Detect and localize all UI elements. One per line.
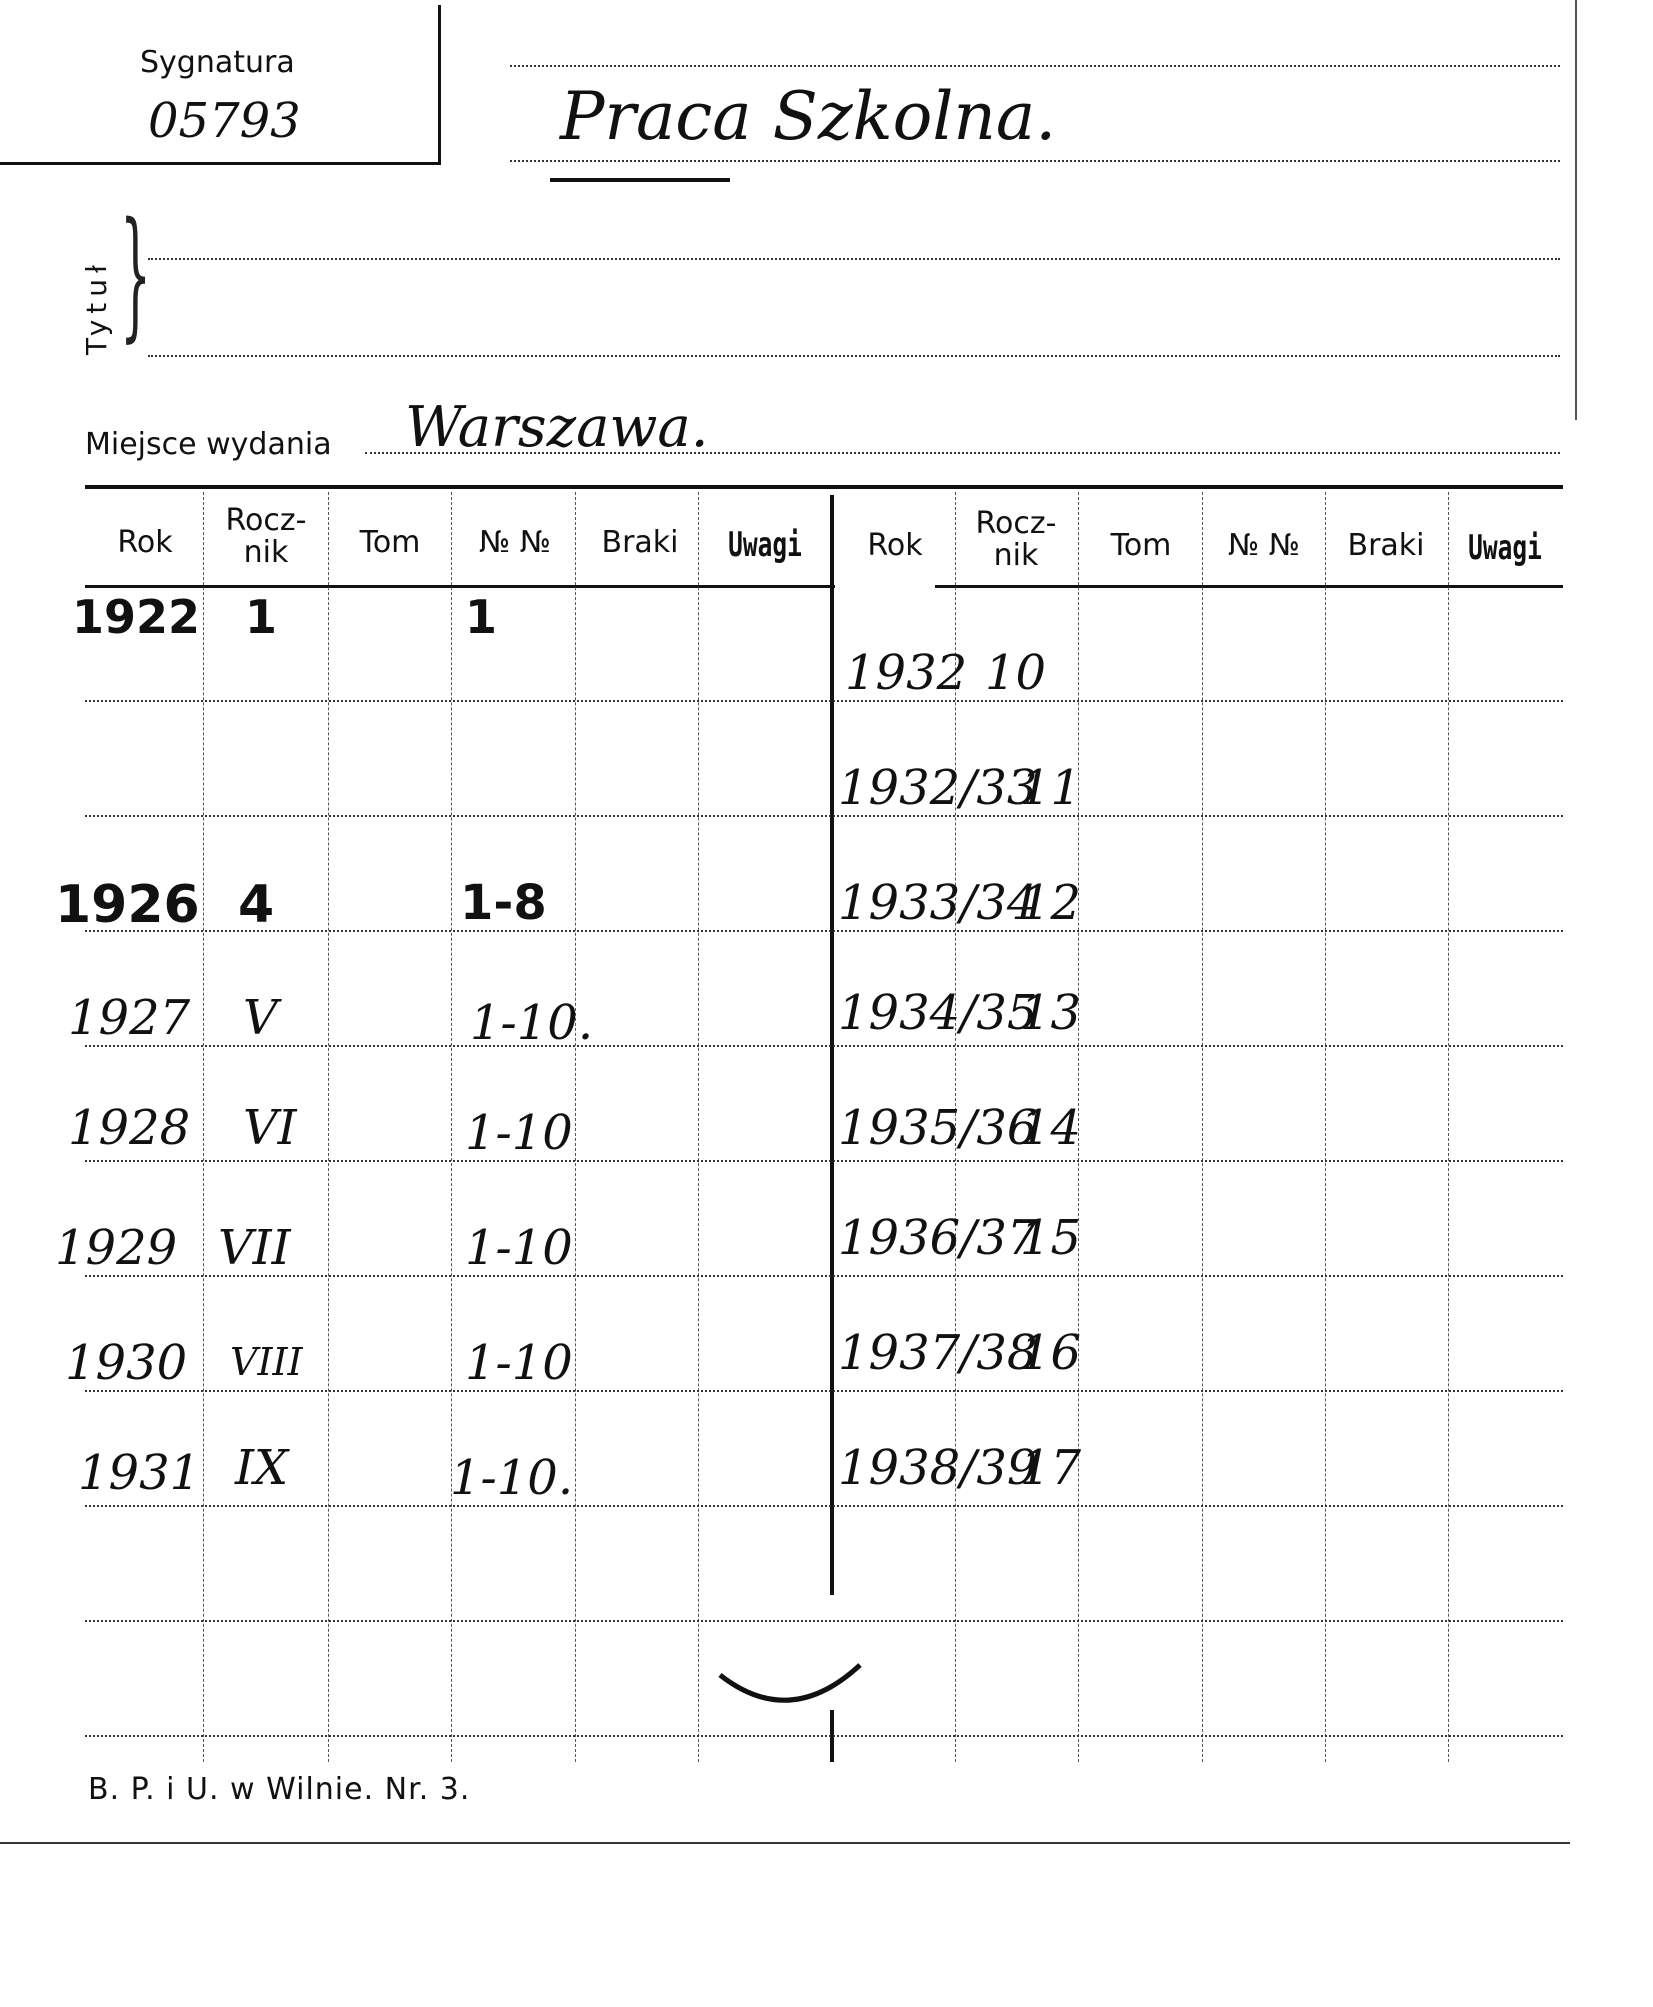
row-line bbox=[85, 1045, 1563, 1047]
header-rocznik-right: Rocz- nik bbox=[975, 506, 1057, 573]
header-rule-left bbox=[85, 585, 835, 588]
left-numery: 1-10 bbox=[465, 1335, 573, 1391]
place-line bbox=[365, 452, 1560, 454]
row-line bbox=[85, 1390, 1563, 1392]
col-sep bbox=[1448, 492, 1449, 1762]
left-numery: 1-8 bbox=[460, 875, 547, 931]
right-rok: 1934/35 bbox=[838, 985, 1038, 1041]
left-rok: 1928 bbox=[68, 1100, 191, 1156]
left-rok: 1927 bbox=[68, 990, 191, 1046]
right-rok: 1933/34 bbox=[838, 875, 1038, 931]
right-rocznik: 10 bbox=[985, 645, 1047, 701]
col-sep bbox=[575, 492, 576, 1762]
tytul-line-2 bbox=[148, 355, 1560, 357]
header-braki-left: Braki bbox=[601, 525, 679, 560]
card-right-edge bbox=[1575, 0, 1577, 420]
col-sep bbox=[451, 492, 452, 1762]
col-sep bbox=[1202, 492, 1203, 1762]
header-tom-right: Tom bbox=[1110, 528, 1172, 563]
title-underline bbox=[550, 178, 730, 182]
place-label: Miejsce wydania bbox=[85, 427, 332, 462]
row-line bbox=[85, 1160, 1563, 1162]
left-rok: 1930 bbox=[65, 1335, 188, 1391]
right-rok: 1932/33 bbox=[838, 760, 1038, 816]
title-line-2 bbox=[510, 160, 1560, 162]
signature-label: Sygnatura bbox=[140, 45, 295, 80]
right-rocznik: 13 bbox=[1020, 985, 1082, 1041]
left-numery: 1-10. bbox=[450, 1450, 574, 1506]
right-rocznik: 16 bbox=[1020, 1325, 1082, 1381]
row-line bbox=[85, 930, 1563, 932]
table-top-rule bbox=[85, 485, 1563, 489]
right-rok: 1932 bbox=[845, 645, 968, 701]
left-rocznik: V bbox=[243, 990, 278, 1046]
row-line bbox=[85, 815, 1563, 817]
title-line-1 bbox=[510, 65, 1560, 67]
header-rok-left: Rok bbox=[117, 525, 173, 560]
row-line bbox=[85, 1275, 1563, 1277]
right-rocznik: 11 bbox=[1020, 760, 1082, 816]
left-numery: 1-10 bbox=[465, 1220, 573, 1276]
tytul-label-box bbox=[80, 205, 116, 355]
header-tom-left: Tom bbox=[359, 525, 421, 560]
col-sep bbox=[1325, 492, 1326, 1762]
right-rok: 1936/37 bbox=[838, 1210, 1038, 1266]
left-rocznik: 4 bbox=[238, 875, 275, 935]
left-rocznik: IX bbox=[235, 1440, 289, 1496]
left-numery: 1 bbox=[465, 590, 498, 644]
footer-text: B. P. i U. w Wilnie. Nr. 3. bbox=[88, 1772, 471, 1807]
header-numery-left: № № bbox=[479, 525, 551, 560]
right-rok: 1935/36 bbox=[838, 1100, 1038, 1156]
left-rocznik: VIII bbox=[230, 1340, 303, 1384]
right-rocznik: 14 bbox=[1020, 1100, 1082, 1156]
place-value: Warszawa. bbox=[405, 395, 709, 460]
header-uwagi-right: Uwagi bbox=[1468, 528, 1542, 568]
signature-box bbox=[0, 5, 441, 165]
card-bottom-edge bbox=[0, 1842, 1570, 1844]
header-rule-right bbox=[935, 585, 1563, 588]
right-rocznik: 12 bbox=[1020, 875, 1082, 931]
header-rok-right: Rok bbox=[867, 528, 923, 563]
brace-icon: } bbox=[120, 193, 152, 356]
right-rocznik: 15 bbox=[1020, 1210, 1082, 1266]
punch-hole-icon bbox=[700, 1580, 880, 1730]
header-braki-right: Braki bbox=[1347, 528, 1425, 563]
tytul-label: Tytuł bbox=[80, 259, 113, 355]
left-rocznik: 1 bbox=[245, 590, 278, 644]
left-rok: 1926 bbox=[55, 875, 200, 935]
row-line bbox=[85, 1505, 1563, 1507]
right-rok: 1937/38 bbox=[838, 1325, 1038, 1381]
header-numery-right: № № bbox=[1228, 528, 1300, 563]
col-sep bbox=[328, 492, 329, 1762]
signature-value: 05793 bbox=[148, 93, 301, 149]
left-rok: 1931 bbox=[78, 1445, 201, 1501]
tytul-line-1 bbox=[148, 258, 1560, 260]
row-line bbox=[85, 1735, 1563, 1737]
header-rocznik-left: Rocz- nik bbox=[225, 503, 307, 570]
left-rok: 1922 bbox=[72, 590, 201, 644]
col-sep bbox=[203, 492, 204, 1762]
left-rok: 1929 bbox=[55, 1220, 178, 1276]
left-numery: 1-10 bbox=[465, 1105, 573, 1161]
left-rocznik: VII bbox=[218, 1220, 291, 1276]
right-rocznik: 17 bbox=[1020, 1440, 1082, 1496]
row-line bbox=[85, 700, 1563, 702]
left-rocznik: VI bbox=[243, 1100, 297, 1156]
left-numery: 1-10. bbox=[470, 995, 594, 1051]
col-sep bbox=[698, 492, 699, 1762]
header-uwagi-left: Uwagi bbox=[728, 525, 802, 565]
right-rok: 1938/39 bbox=[838, 1440, 1038, 1496]
title-handwritten: Praca Szkolna. bbox=[560, 78, 1057, 155]
